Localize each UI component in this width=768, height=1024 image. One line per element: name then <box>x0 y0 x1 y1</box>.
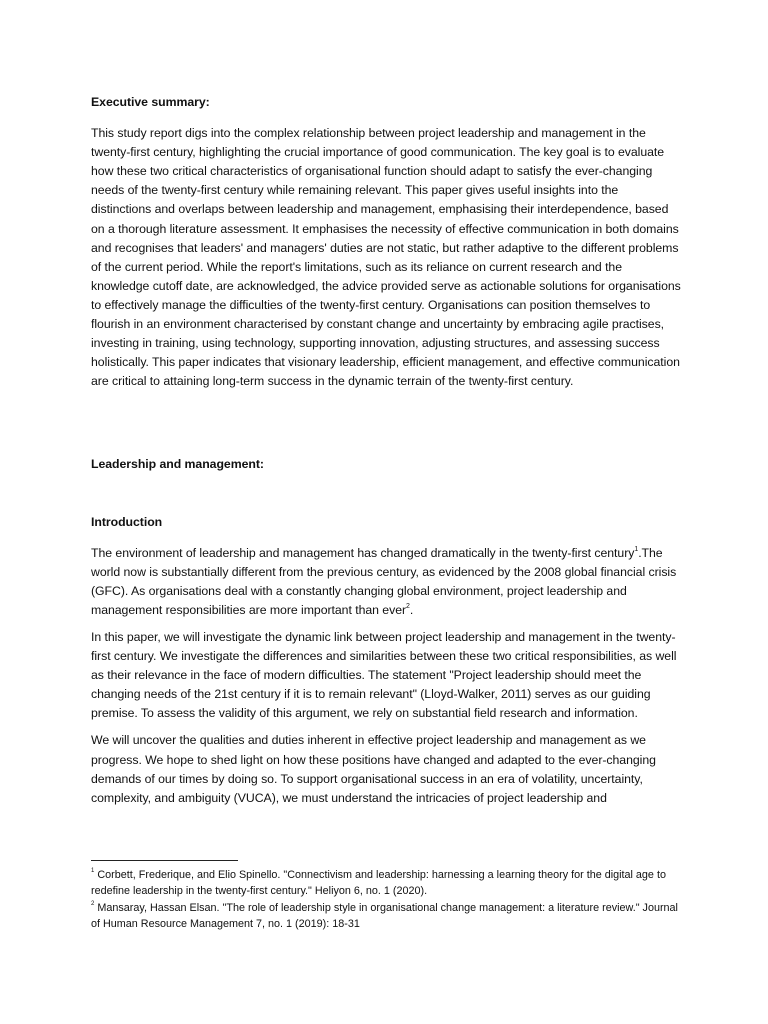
footnote-marker-2: 2 <box>91 901 95 908</box>
section-heading: Leadership and management: <box>91 457 264 472</box>
intro-text-part-a: The environment of leadership and management has changed dramatically in the twenty-first century <box>91 545 635 560</box>
intro-text-part-b: .The world now is substantially different from the previous century, as evidenced by the 2008 global financial crisis (GFC). As organisations deal with a constantly changing global environment, project leadership and management responsibilities are more important than ever <box>91 545 677 617</box>
document-body <box>91 93 681 808</box>
introduction-paragraph-2: In this paper, we will investigate the dynamic link between project leadership and management in the twenty-first century. We investigate the differences and similarities between these two critical responsibilities, as well as their relevance in the face of modern difficulties. The statement "Project leadership should meet the changing needs of the 21st century if it is to remain relevant" (Lloyd-Walker, 2011) serves as our guiding premise. To assess the validity of this argument, we rely on substantial field research and information. <box>91 629 677 721</box>
footnote-ref-1[interactable]: 1 <box>634 545 639 553</box>
footnote-1 <box>91 867 681 900</box>
introduction-paragraph-1 <box>91 544 681 620</box>
footnote-marker-1: 1 <box>91 868 95 875</box>
footnote-text-1: Corbett, Frederique, and Elio Spinello. "Connectivism and leadership: harnessing a learning theory for the digital age to redefine leadership in the twenty-first century." Heliyon 6, no. 1 (2020). <box>91 869 666 898</box>
footnote-2 <box>91 900 681 933</box>
introduction-heading: Introduction <box>91 514 163 529</box>
executive-summary-paragraph: This study report digs into the complex relationship between project leadership and management in the twenty-first century, highlighting the crucial importance of good communication. The key goal is to evaluate how these two critical characteristics of organisational function should adapt to satisfy the ever-changing needs of the twenty-first century while remaining relevant. This paper gives useful insights into the distinctions and overlaps between leadership and management, emphasising their interdependence, based on a thorough literature assessment. It emphasises the necessity of effective communication in both domains and recognises that leaders' and managers' duties are not static, but rather adaptive to the different problems of the current period. While the report's limitations, such as its reliance on current research and the knowledge cutoff date, are acknowledged, the advice provided serve as actionable solutions for organisations to effectively manage the difficulties of the twenty-first century. Organisations can position themselves to flourish in an environment characterised by constant change and uncertainty by embracing agile practises, investing in training, using technology, supporting innovation, adjusting structures, and assessing success holistically. This paper indicates that visionary leadership, efficient management, and effective communication are critical to attaining long-term success in the dynamic terrain of the twenty-first century. <box>91 126 681 389</box>
footnote-text-2: Mansaray, Hassan Elsan. "The role of leadership style in organisational change management: a literature review." Journal of Human Resource Management 7, no. 1 (2019): 18-31 <box>91 901 678 931</box>
footnotes <box>91 860 681 933</box>
intro-text-part-c: . <box>409 602 414 617</box>
footnote-divider <box>91 860 238 861</box>
executive-summary-heading: Executive summary: <box>91 95 210 109</box>
introduction-paragraph-3: We will uncover the qualities and duties inherent in effective project leadership and management as we progress. We hope to shed light on how these positions have changed and adapted to the ever-changing demands of our times by doing so. To support organisational success in an era of volatility, uncertainty, complexity, and ambiguity (VUCA), we must understand the intricacies of project leadership and <box>91 733 656 805</box>
footnote-ref-2[interactable]: 2 <box>406 602 410 610</box>
